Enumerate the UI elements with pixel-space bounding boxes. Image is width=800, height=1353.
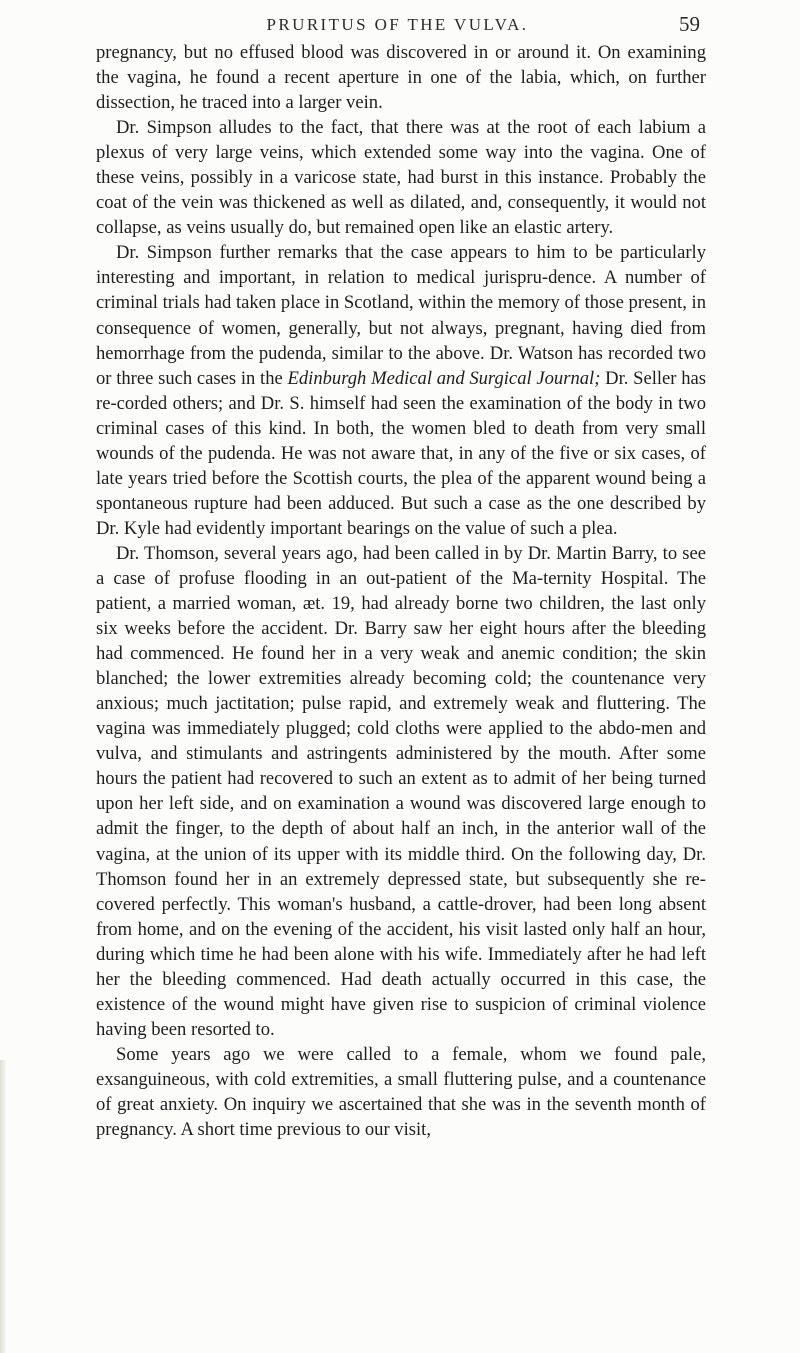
journal-title: Edinburgh Medical and Surgical Journal; [287,367,601,389]
paragraph-thomson-case: Dr. Thomson, several years ago, had been called in by Dr. Martin Barry, to see a case of profuse flooding in an out-patient of the Ma-ternity Hospital. The patient, a married woman, æt. 19, had already borne two children, the last only six weeks before the accident. Dr. Barry saw her eight hours after the bleeding had commenced. He found her in a very weak and anemic condition; the skin blanched; the lower extremities already becoming cold; the countenance very anxious; much jactitation; pulse rapid, and extremely weak and fluttering. The vagina was immediately plugged; cold cloths were applied to the abdo-men and vulva, and stimulants and astringents administered by the mouth. After some hours the patient had recovered to such an extent as to admit of her being turned upon her left side, and on examination a wound was discovered large enough to admit the finger, to the depth of about half an inch, in the anterior wall of the vagina, at the union of its upper with its middle third. On the following day, Dr. Thomson found her in an extremely depressed state, but subsequently she re-covered perfectly. This woman's husband, a cattle-drover, had been long absent from home, and on the evening of the accident, his visit lasted only half an hour, during which time he had been alone with his wife. Immediately after he had left her the bleeding commenced. Had death actually occurred in this case, the existence of the wound might have given rise to suspicion of criminal violence having been resorted to. [96,542,706,1040]
running-title: PRURITUS OF THE VULVA. [266,15,529,34]
body-text [96,40,706,1142]
paragraph-female-case: Some years ago we were called to a female, whom we found pale, exsanguineous, with cold extremities, a small fluttering pulse, and a countenance of great anxiety. On inquiry we ascertained that she was in the seventh month of pregnancy. A short time previous to our visit, [96,1043,706,1141]
paragraph-jurisprudence [96,240,706,541]
margin-stain [0,1060,6,1353]
jurisprudence-text-after: Dr. Seller has re-corded others; and Dr. S. himself had seen the examination of the body in two criminal cases of this kind. In both, the women bled to death from very small wounds of the pudenda. He was not aware that, in any of the five or six cases, of late years tried before the Scottish courts, the plea of the apparent wound being a spontaneous rupture had been adduced. But such a case as the one described by Dr. Kyle had evidently important bearings on the value of such a plea. [96,367,707,539]
jurisprudence-text-before: Dr. Simpson further remarks that the case appears to him to be particularly interesting and important, in relation to medical jurispru-dence. A number of criminal trials had taken place in Scotland, within the memory of those present, in consequence of women, generally, but not always, pregnant, having died from hemorrhage from the pudenda, similar to the above. Dr. Watson has recorded two or three such cases in the [96,242,706,389]
page-header [95,10,700,38]
paragraph-simpson-plexus: Dr. Simpson alludes to the fact, that there was at the root of each labium a plexus of very large veins, which extended some way into the vagina. One of these veins, possibly in a varicose state, had burst in this instance. Probably the coat of the vein was thickened as well as dilated, and, consequently, it would not collapse, as veins usually do, but remained open like an elastic artery. [96,117,706,239]
paragraph-continued: pregnancy, but no effused blood was discovered in or around it. On examining the vagina, he found a recent aperture in one of the labia, which, on further dissection, he traced into a larger vein. [96,42,706,114]
page-number: 59 [679,12,700,36]
